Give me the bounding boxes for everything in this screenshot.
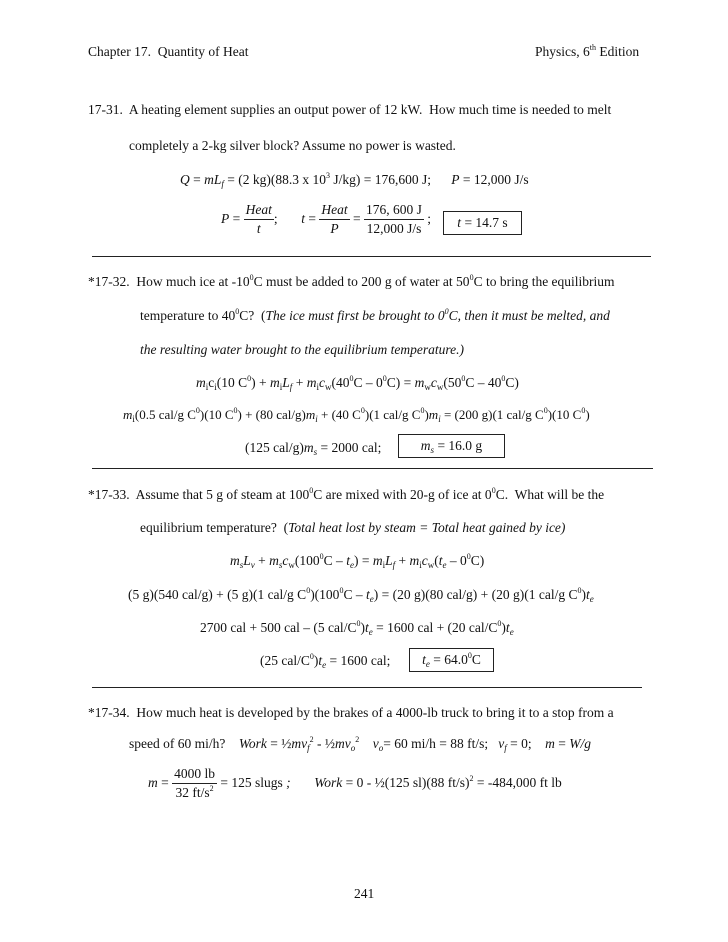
- problem-17-33-line1: *17-33. Assume that 5 g of steam at $100^0C$ are mixed with 20-g of ice at $0^0C$. What will be the: [88, 486, 605, 502]
- frac-num: 176, 600 J: [364, 202, 424, 220]
- divider: [92, 256, 651, 257]
- answer-box-17-32: $m_s = 16.0$ g: [398, 434, 505, 458]
- chapter-header: Chapter 17. Quantity of Heat: [88, 44, 249, 59]
- problem-17-31-eq2: P = $\frac{\text{Heat}}{t}$ ; t = $\frac{\text{Heat}}{P}$ = $\frac{176, 600 J}{12,000 J/s}$ ;: [221, 202, 432, 236]
- problem-17-33-eq4: (25 cal/$C^0)t_e = 1600$ cal;: [260, 652, 391, 670]
- problem-17-32-eq3: (125 cal/$g)m_s = 2000$ cal;: [245, 440, 382, 457]
- frac-den: t: [256, 220, 261, 236]
- problem-17-32-eq2: $m_i(0.5$ cal/g $C^0)(10$ $C^0) + (80$ cal/$g)m_i + (40$ $C^0)(1$ cal/g $C^0)m_i = (200$ g)(1 cal/g $C^0)(10$ $C^0$): [123, 406, 590, 424]
- problem-17-33-eq3: 2700 cal + 500 cal – (5 cal/$C^0)t_e = 1600$ cal + (20 cal/$C^0)t_e$: [200, 619, 514, 637]
- answer-box-17-33: $t_e = 64.0^0C$: [409, 648, 494, 672]
- problem-17-34-eq: m = $\frac{4000 lb}{32 ft/s^2}$ = 125 slugs ; Work = 0 - ½(125 sl)(88 ft/s)$^2$ = -484,000 ft lb: [148, 766, 562, 800]
- problem-17-32-line2: temperature to $40^0C$? (The ice must first be brought to $0^0C$, then it must be melted, and: [140, 307, 610, 323]
- problem-17-33-line2: equilibrium temperature? (Total heat lost by steam = Total heat gained by ice): [140, 520, 566, 535]
- problem-17-31-line1: 17-31. A heating element supplies an output power of 12 kW. How much time is needed to melt: [88, 102, 612, 117]
- frac-den: 32 $ft/s^2$: [175, 783, 214, 800]
- divider: [92, 468, 653, 469]
- book-header: Physics, 6th Edition: [535, 43, 640, 59]
- problem-17-34-line1: *17-34. How much heat is developed by the brakes of a 4000-lb truck to bring it to a stop from a: [88, 705, 614, 720]
- page-number: 241: [354, 886, 375, 901]
- problem-17-34-line2: speed of 60 mi/h? Work = $\frac{1}{2}mv_f^2$ - $\frac{1}{2}mv_o^2$ $v_o= 60$ mi/h = 88 ft/s; $v_f = 0$; m = W/g: [129, 735, 592, 753]
- problem-17-32-line1: *17-32. How much ice at $-10^0C$ must be added to 200 g of water at $50^0C$ to bring the equilibrium: [88, 273, 615, 289]
- frac-num: Heat: [319, 202, 349, 220]
- divider: [92, 687, 642, 688]
- frac-den: P: [330, 220, 339, 236]
- problem-17-31-eq1: $Q = mL_f = (2$ kg)(88.3 x $10^3$ J/kg) = 176,600 J; P = 12,000 J/s: [180, 171, 529, 189]
- problem-17-32-eq1: $m_ic_i(10$ $C^0) + m_iL_f + m_ic_w(40^0C - 0^0C) = m_wc_w(50^0C - 40^0C)$: [196, 374, 519, 392]
- problem-17-31-line2: completely a 2-kg silver block? Assume no power is wasted.: [129, 138, 456, 153]
- frac-num: 4000 lb: [172, 766, 217, 784]
- frac-num: Heat: [244, 202, 274, 220]
- problem-17-33-eq2: (5 g)(540 cal/g) + (5 g)(1 cal/g $C^0)(100^0C - t_e) = (20$ g)(80 cal/g) + (20 g)(1 cal/g $C^0)t_e$: [128, 586, 594, 604]
- problem-17-32-line3: the resulting water brought to the equilibrium temperature.): [140, 342, 464, 357]
- answer-box-17-31: t = 14.7 s: [443, 211, 522, 235]
- problem-17-33-eq1: $m_sL_v + m_sc_w(100^0C - t_e) = m_iL_f + m_ic_w(t_e - 0^0C)$: [230, 552, 485, 570]
- frac-den: 12,000 J/s: [366, 220, 422, 236]
